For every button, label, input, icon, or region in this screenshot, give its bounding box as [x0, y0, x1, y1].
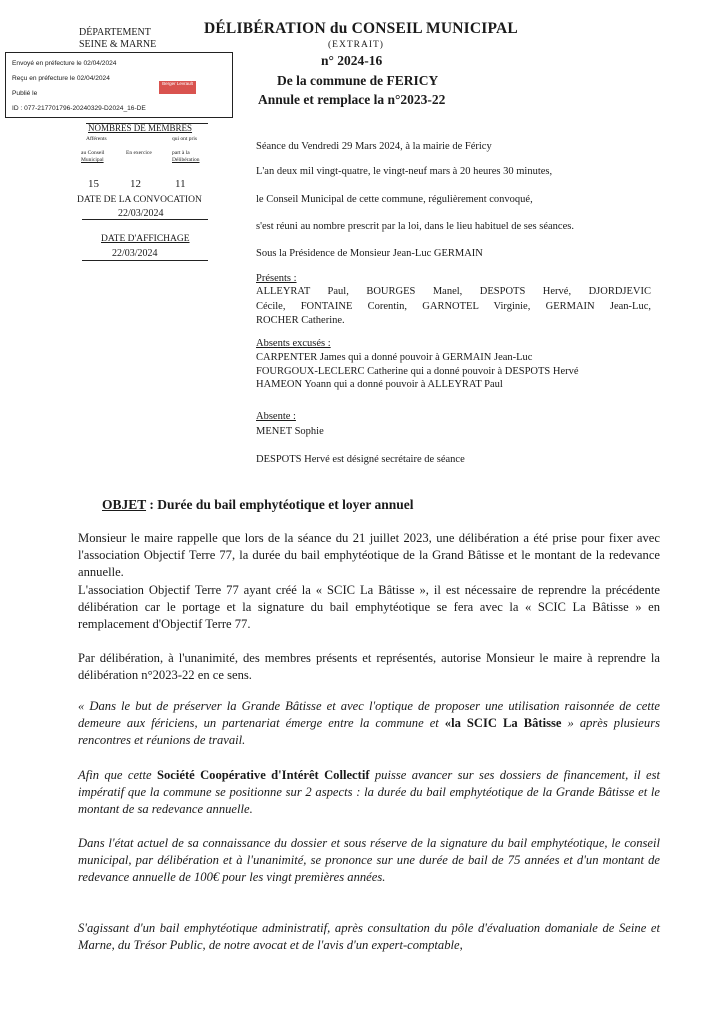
seance-line-1: Séance du Vendredi 29 Mars 2024, à la mairie de Féricy: [256, 141, 492, 152]
body-paragraph-6: Dans l'état actuel de sa connaissance du dossier et sous réserve de la signature du bail emphytéotique, le conseil municipal, par délibération et à l'unanimité, se prononce sur une durée de bail de 75 années et d'un montant de redevance annuelle de 100€ pour les vingt premières années.: [78, 836, 660, 885]
absent-line-3: HAMEON Yoann qui a donné pouvoir à ALLEYRAT Paul: [256, 379, 503, 391]
p5-scic-name: Société Coopérative d'Intérêt Collectif: [156, 768, 370, 782]
presents-line-1: ALLEYRAT Paul, BOURGES Manel, DESPOTS Hervé, DJORDJEVIC: [256, 286, 651, 297]
affichage-date: 22/03/2024: [112, 248, 158, 259]
col-afferents-l2: au Conseil: [81, 150, 105, 156]
col-afferents-l1: Afférents: [86, 136, 107, 142]
objet-sep: :: [146, 497, 158, 512]
objet-text: Durée du bail emphytéotique et loyer annuel: [157, 497, 414, 512]
body-paragraph-7: S'agissant d'un bail emphytéotique administratif, après consultation du pôle d'évaluation domaniale de Seine et Marne, du Trésor Public, de notre avocat et de l'avis d'un expert-comptable,: [78, 921, 660, 953]
stamp-publie: Publié le: [12, 90, 38, 97]
department-label: DÉPARTEMENT: [79, 27, 151, 38]
convocation-date: 22/03/2024: [118, 208, 164, 219]
stamp-recu: Reçu en préfecture le 02/04/2024: [12, 75, 110, 82]
objet-heading: [102, 497, 414, 513]
affichage-label: DATE D'AFFICHAGE: [101, 234, 190, 244]
body-paragraph-3: Par délibération, à l'unanimité, des membres présents et représentés, autorise Monsieur le maire à reprendre la délibération n°2023-22 en ce sens.: [78, 651, 660, 683]
col-votants-l1: qui ont pris: [172, 136, 198, 142]
col-votants-2: [172, 150, 200, 164]
berger-levrault-logo: [159, 81, 196, 94]
body-paragraph-5: [78, 767, 660, 819]
document-title: DÉLIBÉRATION du CONSEIL MUNICIPAL: [204, 20, 518, 37]
department-block: [79, 27, 156, 51]
logo-text: Berger Levrault: [162, 81, 193, 86]
count-en-exercice: 12: [130, 178, 141, 190]
body-paragraph-2: L'association Objectif Terre 77 ayant créé la « SCIC La Bâtisse », il est nécessaire de reprendre la précédente délibération car le portage et la signature du bail emphytéotique se fera avec la « SCIC La Bâtisse » en remplacement d'Objectif Terre 77.: [78, 583, 660, 632]
extrait-label: (EXTRAIT): [328, 40, 384, 50]
col-en-exercice: En exercice: [126, 150, 152, 156]
seance-line-3: le Conseil Municipal de cette commune, régulièrement convoqué,: [256, 194, 533, 205]
presents-line-2: Cécile, FONTAINE Corentin, GARNOTEL Virginie, GERMAIN Jean-Luc,: [256, 300, 651, 312]
stamp-id: ID : 077-217701796-20240329-D2024_16-DE: [12, 105, 146, 112]
absente-name: MENET Sophie: [256, 426, 324, 437]
body-paragraph-4: [78, 698, 660, 750]
col-votants-l2: part à la: [172, 150, 190, 156]
deliberation-number: n° 2024-16: [321, 53, 383, 68]
members-title: NOMBRES DE MEMBRES: [88, 123, 193, 133]
replaces-note: Annule et remplace la n°2023-22: [258, 92, 446, 107]
secretaire-line: DESPOTS Hervé est désigné secrétaire de séance: [256, 454, 465, 465]
p4-start: « Dans le but de préserver la Grande Bâtisse et avec l'optique de proposer une utilisation raisonnée de cette demeure aux fériciens, un partenariat émerge entre la commune et: [78, 699, 660, 731]
p4-scic: «la SCIC La Bâtisse: [444, 716, 562, 731]
col-votants: [172, 136, 197, 143]
objet-label: OBJET: [102, 497, 147, 512]
p5-start: Afin que cette: [78, 768, 157, 782]
body-paragraph-1: Monsieur le maire rappelle que lors de la séance du 21 juillet 2023, une délibération a été prise pour fixer avec l'association Objectif Terre 77, la durée du bail emphytéotique de la Grand Bâtisse et le montant de la redevance annuelle.: [78, 531, 660, 580]
absents-list: [256, 351, 579, 392]
absent-line-1: CARPENTER James qui a donné pouvoir à GERMAIN Jean-Luc: [256, 352, 533, 363]
seance-line-2: L'an deux mil vingt-quatre, le vingt-neuf mars à 20 heures 30 minutes,: [256, 166, 553, 177]
count-votants: 11: [175, 178, 186, 190]
seance-line-5: Sous la Présidence de Monsieur Jean-Luc GERMAIN: [256, 248, 483, 259]
presents-list: [256, 285, 651, 329]
seance-line-4: s'est réuni au nombre prescrit par la loi, dans le lieu habituel de ses séances.: [256, 221, 574, 232]
col-afferents-l3: Municipal: [81, 157, 104, 163]
stamp-envoye: Envoyé en préfecture le 02/04/2024: [12, 60, 117, 67]
commune-name: De la commune de FERICY: [277, 73, 439, 88]
presents-line-3: ROCHER Catherine.: [256, 315, 345, 326]
prefecture-stamp: [5, 52, 233, 118]
p4-end: » après plusieurs rencontres et réunions de travail.: [78, 716, 660, 748]
absente-label: Absente :: [256, 411, 296, 422]
department-name: SEINE & MARNE: [79, 39, 157, 50]
col-votants-l3: Délibération: [172, 157, 200, 163]
convocation-label: DATE DE LA CONVOCATION: [77, 195, 202, 205]
count-afferents: 15: [88, 178, 99, 190]
col-afferents: [86, 136, 107, 143]
col-afferents-2: [81, 150, 104, 164]
presents-label: Présents :: [256, 273, 297, 284]
absent-line-2: FOURGOUX-LECLERC Catherine qui a donné pouvoir à DESPOTS Hervé: [256, 365, 579, 377]
p5-end: puisse avancer sur ses dossiers de financement, il est impératif que la commune se positionne sur 2 aspects : la durée du bail emphytéotique de la Grande Bâtisse et le montant de sa redevance annuelle.: [78, 768, 660, 817]
absents-label: Absents excusés :: [256, 338, 331, 349]
